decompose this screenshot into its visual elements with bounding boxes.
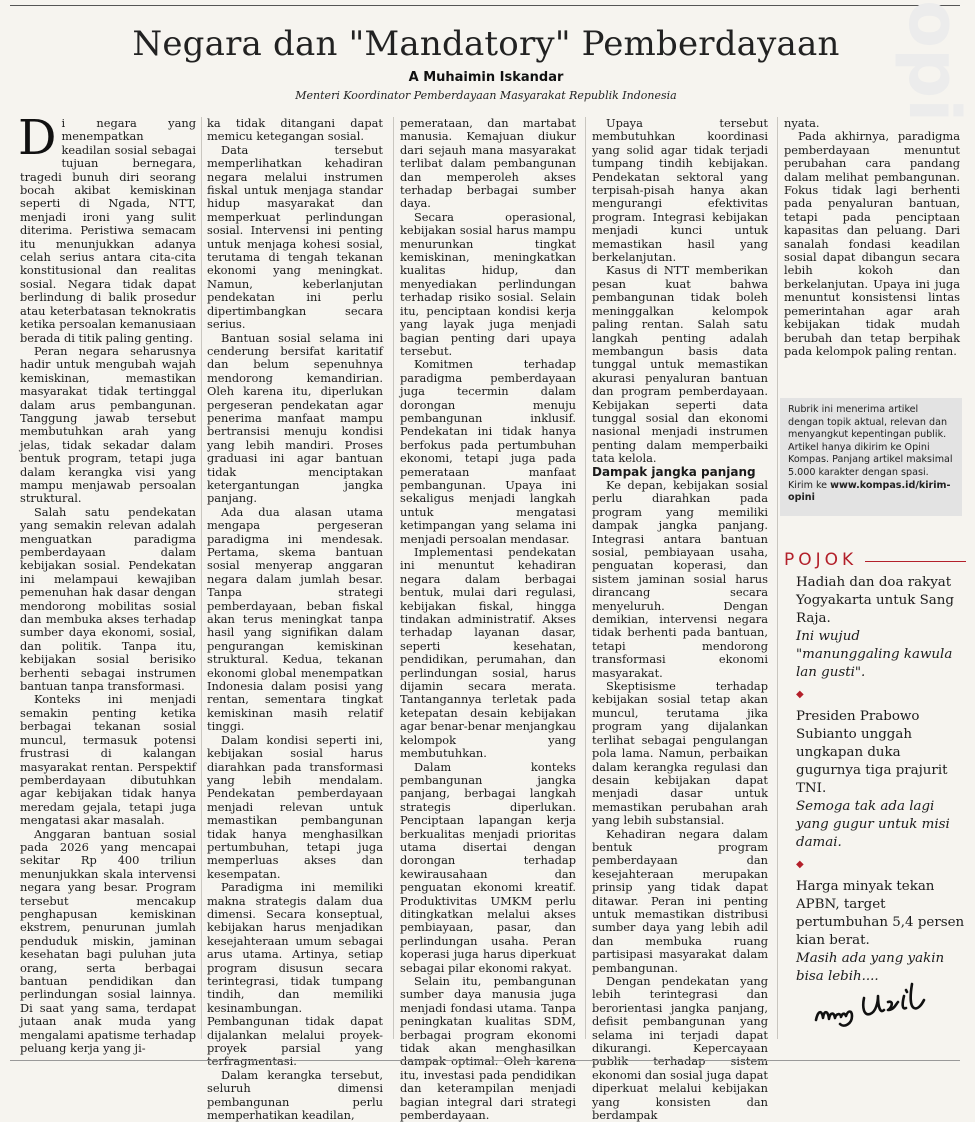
article-column-5 bbox=[784, 117, 960, 407]
paragraph: Selain itu, pembangunan sumber daya manusia juga menjadi fondasi utama. Tanpa peningkatan kualitas SDM, berbagai program ekonomi tidak akan menghasilkan dampak optimal. Oleh karena itu, investasi pada pendidikan dan keterampilan menjadi bagian integral dari strategi pemberdayaan. bbox=[400, 974, 576, 1122]
pojok-title: POJOK bbox=[784, 550, 858, 570]
pojok-rule bbox=[865, 561, 966, 562]
paragraph: Skeptisisme terhadap kebijakan sosial tetap akan muncul, terutama jika program yang dijalankan terlihat sebagai pengulangan pola lama. Namun, perbaikan dalam kerangka regulasi dan desain kebijakan dapat menjadi dasar untuk memastikan perubahan arah yang lebih substansial. bbox=[592, 679, 768, 828]
signature-image bbox=[808, 972, 948, 1032]
column-separator bbox=[585, 117, 586, 1039]
pojok-item-reply: Ini wujud "manunggaling kawula lan gusti". bbox=[796, 629, 953, 680]
pojok-item bbox=[796, 878, 966, 986]
paragraph: Kasus di NTT memberikan pesan kuat bahwa pembangunan tidak boleh meninggalkan kelompok paling rentan. Salah satu langkah penting adalah membangun basis data tunggal untuk memastikan akurasi penyaluran bantuan dan program pemberdayaan. Kebijakan seperti data tunggal sosial dan ekonomi nasional menjadi instrumen penting dalam memperbaiki tata kelola. bbox=[592, 263, 768, 466]
paragraph: nyata. bbox=[784, 116, 820, 130]
section-subheading: Dampak jangka panjang bbox=[592, 464, 756, 479]
article-column-1 bbox=[18, 110, 196, 1056]
column-separator bbox=[777, 117, 778, 1039]
watermark: opi bbox=[893, 0, 975, 123]
article-column-3 bbox=[400, 116, 576, 1122]
paragraph: Dengan pendekatan yang lebih terintegrasi dan berorientasi jangka panjang, defisit pembangunan yang selama ini terjadi dapat dikurangi. Kepercayaan publik terhadap sistem ekonomi dan sosial juga dapat diperkuat melalui kebijakan yang konsisten dan berdampak bbox=[592, 974, 768, 1122]
paragraph: Secara operasional, kebijakan sosial harus mampu menurunkan tingkat kemiskinan, meningkatkan kualitas hidup, dan menyediakan perlindungan terhadap risiko sosial. Selain itu, penciptaan kondisi kerja yang layak juga menjadi bagian penting dari upaya tersebut. bbox=[400, 209, 576, 358]
submission-info-box bbox=[780, 398, 962, 516]
pojok-section bbox=[784, 550, 966, 986]
paragraph: Ada dua alasan utama mengapa pergeseran paradigma ini mendesak. Pertama, skema bantuan sosial menyerap anggaran negara dalam jumlah besar. Tanpa strategi pemberdayaan, beban fiskal akan terus meningkat tanpa hasil yang signifikan dalam pengurangan kemiskinan struktural. Kedua, tekanan ekonomi global menempatkan Indonesia dalam posisi yang rentan, sementara tingkat kemiskinan masih relatif tinggi. bbox=[207, 504, 383, 734]
column-separator bbox=[393, 117, 394, 1039]
paragraph: Ke depan, kebijakan sosial perlu diarahkan pada program yang memiliki dampak jangka panjang. Integrasi antara bantuan sosial, pembiayaan usaha, penguatan koperasi, dan sistem jaminan sosial harus dirancang secara menyeluruh. Dengan demikian, intervensi negara tidak berhenti pada bantuan, tetapi mendorong transformasi ekonomi masyarakat. bbox=[592, 477, 768, 680]
top-rule bbox=[10, 5, 960, 6]
paragraph: Dalam kondisi seperti ini, kebijakan sosial harus diarahkan pada transformasi yang lebih mendalam. Pendekatan pemberdayaan menjadi relevan untuk memastikan pembangunan tidak hanya menghasilkan pertumbuhan, tetapi juga memperluas akses dan kesempatan. bbox=[207, 732, 383, 881]
paragraph: Data tersebut memperlihatkan kehadiran negara melalui instrumen fiskal untuk menjaga standar hidup masyarakat dan memperkuat perlindungan sosial. Intervensi ini penting untuk menjaga kohesi sosial, terutama di tengah tekanan ekonomi yang meningkat. Namun, keberlanjutan pendekatan ini perlu dipertimbangkan secara serius. bbox=[207, 142, 383, 332]
submission-info-text: Rubrik ini menerima artikel dengan topik aktual, relevan dan menyangkut kepentingan publik. Artikel hanya dikirim ke Opini Kompas. Panjang artikel maksimal 5.000 karakter dengan spasi. Kirim ke bbox=[788, 404, 953, 491]
article-column-2 bbox=[207, 116, 383, 1122]
article-column-4 bbox=[592, 116, 768, 1122]
paragraph: Pada akhirnya, paradigma pemberdayaan menuntut perubahan cara pandang dalam melihat pembangunan. Fokus tidak lagi berhenti pada penyaluran bantuan, tetapi pada penciptaan kapasitas dan peluang. Dari sanalah fondasi keadilan sosial dapat dibangun secara lebih kokoh dan berkelanjutan. Upaya ini juga menuntut konsistensi lintas pemerintahan agar arah kebijakan tidak mudah berubah dan tetap berpihak pada kelompok paling rentan. bbox=[784, 129, 960, 358]
bottom-rule bbox=[10, 1060, 960, 1061]
paragraph: Implementasi pendekatan ini menuntut kehadiran negara dalam berbagai bentuk, mulai dari regulasi, kebijakan fiskal, hingga tindakan administratif. Akses terhadap layanan dasar, seperti kesehatan, pendidikan, perumahan, dan perlindungan sosial, harus dijamin secara merata. Tantangannya terletak pada ketepatan desain kebijakan agar benar-benar menjangkau kelompok yang membutuhkan. bbox=[400, 545, 576, 761]
pojok-item bbox=[796, 574, 966, 702]
paragraph: Dalam konteks pembangunan jangka panjang, berbagai langkah strategis diperlukan. Penciptaan lapangan kerja berkualitas menjadi prioritas utama disertai dengan dorongan terhadap kewirausahaan dan penguatan ekonomi kreatif. Produktivitas UMKM perlu ditingkatkan melalui akses pembiayaan, pasar, dan perlindungan usaha. Peran koperasi juga harus diperkuat sebagai pilar ekonomi rakyat. bbox=[400, 759, 576, 975]
column-separator bbox=[201, 117, 202, 1039]
dropcap: D bbox=[18, 110, 57, 166]
submission-link[interactable]: www.kompas.id/kirim-opini bbox=[788, 479, 951, 504]
paragraph: Paradigma ini memiliki makna strategis dalam dua dimensi. Secara konseptual, kebijakan harus menjadikan kesejahteraan umum sebagai arus utama. Artinya, setiap program disusun secara terintegrasi, tidak tumpang tindih, dan memiliki kesinambungan. Pembangunan tidak dapat dijalankan melalui proyek-proyek parsial yang terfragmentasi. bbox=[207, 880, 383, 1069]
paragraph: Salah satu pendekatan yang semakin relevan adalah menguatkan paradigma pemberdayaan dalam kebijakan sosial. Pendekatan ini melampaui kewajiban pemenuhan hak dasar dengan mendorong mobilitas sosial dan membuka akses terhadap sumber daya ekonomi, sosial, dan politik. Tanpa itu, kebijakan sosial berisiko berhenti sebagai instrumen bantuan tanpa transformasi. bbox=[20, 504, 196, 694]
paragraph: Kehadiran negara dalam bentuk program pemberdayaan dan kesejahteraan merupakan prinsip yang tidak dapat ditawar. Peran ini penting untuk memastikan distribusi sumber daya yang lebih adil dan membuka ruang partisipasi masyarakat dalam pembangunan. bbox=[592, 826, 768, 975]
paragraph: pemerataan, dan martabat manusia. Kemajuan diukur dari sejauh mana masyarakat terlibat dalam pembangunan dan memperoleh akses terhadap berbagai sumber daya. bbox=[400, 116, 576, 211]
pojok-item-reply: Masih ada yang yakin bisa lebih.... bbox=[796, 951, 945, 984]
paragraph: Upaya tersebut membutuhkan koordinasi yang solid agar tidak terjadi tumpang tindih kebijakan. Pendekatan sektoral yang terpisah-pisah hanya akan mengurangi efektivitas program. Integrasi kebijakan menjadi kunci untuk memastikan hasil yang berkelanjutan. bbox=[592, 116, 768, 265]
pojok-item-reply: Semoga tak ada lagi yang gugur untuk misi damai. bbox=[796, 799, 950, 850]
paragraph: Komitmen terhadap paradigma pemberdayaan juga tecermin dalam dorongan menuju pembangunan inklusif. Pendekatan ini tidak hanya berfokus pada pertumbuhan ekonomi, tetapi juga pada pemerataan manfaat pembangunan. Upaya ini sekaligus menjadi langkah untuk mengatasi ketimpangan yang selama ini menjadi persoalan mendasar. bbox=[400, 357, 576, 546]
article-author: A Muhaimin Iskandar bbox=[408, 70, 564, 85]
paragraph: Anggaran bantuan sosial pada 2026 yang mencapai sekitar Rp 400 triliun menunjukkan skala intervensi negara yang besar. Program tersebut mencakup penghapusan kemiskinan ekstrem, penurunan jumlah penduduk miskin, jaminan kesehatan bagi puluhan juta orang, serta berbagai bantuan pendidikan dan perlindungan sosial lainnya. Di saat yang sama, terdapat jutaan anak muda yang mengalami apatisme terhadap peluang kerja yang ji- bbox=[20, 826, 196, 1056]
paragraph: Di negara yang menempatkan keadilan sosial sebagai tujuan bernegara, tragedi bunuh diri seorang bocah akibat kemiskinan seperti di Ngada, NTT, menjadi ironi yang sulit diterima. Peristiwa semacam itu menunjukkan adanya celah serius antara cita-cita konstitusional dan realitas sosial. Negara tidak dapat berlindung di balik prosedur atau keterbatasan teknokratis ketika persoalan kemanusiaan berada di titik paling genting. bbox=[18, 110, 196, 345]
paragraph: Bantuan sosial selama ini cenderung bersifat karitatif dan belum sepenuhnya mendorong kemandirian. Oleh karena itu, diperlukan pergeseran pendekatan agar penerima manfaat mampu bertransisi menuju kondisi yang lebih mandiri. Proses graduasi ini agar bantuan tidak menciptakan ketergantungan jangka panjang. bbox=[207, 330, 383, 506]
pojok-item-text: Hadiah dan doa rakyat Yogyakarta untuk Sang Raja. bbox=[796, 575, 954, 626]
pojok-item bbox=[796, 708, 966, 872]
author-role: Menteri Koordinator Pemberdayaan Masyarakat Republik Indonesia bbox=[295, 89, 677, 102]
paragraph: Konteks ini menjadi semakin penting ketika berbagai tekanan sosial muncul, termasuk potensi frustrasi di kalangan masyarakat rentan. Perspektif pemberdayaan dibutuhkan agar kebijakan tidak hanya meredam gejala, tetapi juga mengatasi akar masalah. bbox=[20, 692, 196, 828]
pojok-header bbox=[784, 550, 966, 570]
pojok-item-text: Presiden Prabowo Subianto unggah ungkapan duka gugurnya tiga prajurit TNI. bbox=[796, 709, 948, 796]
paragraph: Peran negara seharusnya hadir untuk mengubah wajah kemiskinan, memastikan masyarakat tidak tertinggal dalam arus pembangunan. Tanggung jawab tersebut membutuhkan arah yang jelas, tidak sekadar dalam bentuk program, tetapi juga dalam kerangka visi yang mampu menjawab persoalan struktural. bbox=[20, 343, 196, 506]
diamond-icon: ◆ bbox=[796, 859, 804, 870]
diamond-icon: ◆ bbox=[796, 689, 804, 700]
article-title: Negara dan "Mandatory" Pemberdayaan bbox=[132, 24, 840, 64]
paragraph: ka tidak ditangani dapat memicu ketegangan sosial. bbox=[207, 116, 383, 144]
pojok-item-text: Harga minyak tekan APBN, target pertumbuhan 5,4 persen kian berat. bbox=[796, 879, 965, 948]
paragraph: Dalam kerangka tersebut, seluruh dimensi pembangunan perlu memperhatikan keadilan, bbox=[207, 1067, 383, 1122]
